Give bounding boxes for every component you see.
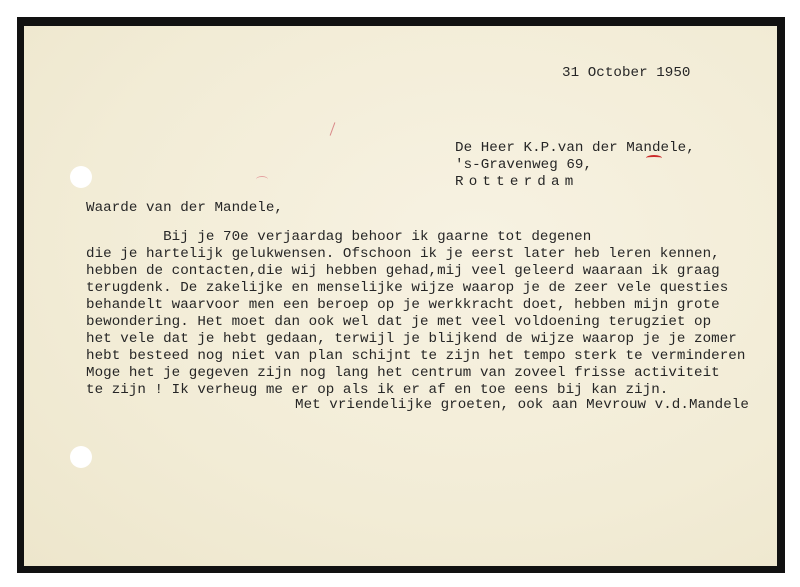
body-line: die je hartelijk gelukwensen. Ofschoon ik je eerst later heb leren kennen, [86,246,720,262]
body-line: bewondering. Het moet dan ook wel dat je met veel voldoening terugziet op [86,314,712,330]
body-line: terugdenk. De zakelijke en menselijke wijze waarop je de zeer vele questies [86,280,729,296]
body-line: hebt besteed nog niet van plan schijnt te zijn het tempo sterk te verminderen [86,348,746,364]
letter-date: 31 October 1950 [562,65,691,81]
punch-hole-top [70,166,92,188]
letter-body [86,229,745,399]
punch-hole-bottom [70,446,92,468]
body-line: hebben de contacten,die wij hebben gehad,mij veel geleerd waaraan ik graag [86,263,720,279]
body-line: behandelt waarvoor men een beroep op je werkkracht doet, hebben mijn grote [86,297,720,313]
body-line: Bij je 70e verjaardag behoor ik gaarne tot degenen [86,229,592,245]
recipient-name: De Heer K.P.van der Mandele, [455,140,695,156]
body-line: te zijn ! Ik verheug me er op als ik er af en toe eens bij kan zijn. [86,382,669,398]
body-line: het vele dat je hebt gedaan, terwijl je blijkend de wijze waarop je je zomer [86,331,737,347]
recipient-city: Rotterdam [455,174,579,190]
pencil-mark [256,176,268,183]
pencil-mark [330,122,336,135]
recipient-street: 's-Gravenweg 69, [455,157,593,173]
letter-page [24,26,777,566]
salutation: Waarde van der Mandele, [86,200,283,216]
body-line: Moge het je gegeven zijn nog lang het centrum van zoveel frisse activiteit [86,365,720,381]
closing-line: Met vriendelijke groeten, ook aan Mevrouw v.d.Mandele [295,397,749,413]
